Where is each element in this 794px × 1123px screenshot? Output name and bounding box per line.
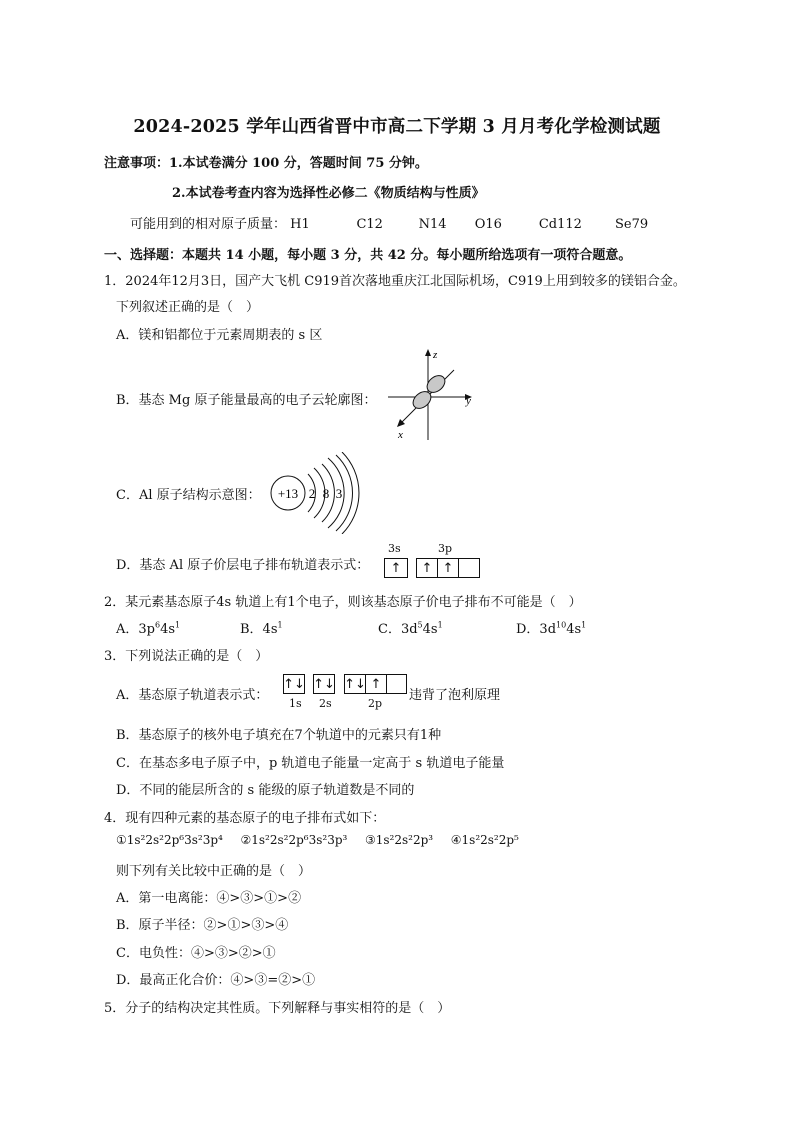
q3-option-d: D．不同的能层所含的 s 能级的原子轨道数是不同的 [116,783,415,798]
config-1: 1s²2s²2p⁶3s²3p⁴ [126,833,223,847]
notice-2: 2.本试卷考查内容为选择性必修二《物质结构与性质》 [172,186,485,201]
al-orbital-diagram [384,540,484,580]
q2-option-d: D．$3d^{10}4s^1$ [516,620,587,637]
config-3-num: ③ [365,833,376,847]
y-label: y [466,395,471,407]
config-1-num: ① [116,833,127,847]
box-3s: ↑ [384,558,408,578]
section-heading: 一、选择题：本题共 14 小题，每小题 3 分，共 42 分。每小题所给选项有一项符合题意。 [104,248,632,263]
q1-option-a: A．镁和铝都位于元素周期表的 s 区 [116,328,323,343]
p-orbital-diagram [380,346,480,442]
q3-option-c: C．在基态多电子原子中，p 轨道电子能量一定高于 s 轨道电子能量 [116,756,505,771]
shell-count-1: 2 [308,486,316,501]
box-2p-3 [386,674,407,694]
config-2-num: ② [240,833,252,847]
label-1s: 1s [289,697,302,710]
x-label: x [398,429,403,441]
config-4: 1s²2s²2p⁵ [461,833,519,847]
q2-option-c: C．$3d^54s^1$ [378,620,443,637]
box-2p-1: ↑↓ [344,674,366,694]
box-1s: ↑↓ [283,674,305,694]
atomic-mass-label: 可能用到的相对原子质量： [130,217,287,232]
q1-stem: 1．2024年12月3日，国产大飞机 C919首次落地重庆江北国际机场，C919上用到较多的镁铝合金。 [104,274,686,289]
shell-count-2: 8 [322,486,330,501]
q3-option-a: A．基态原子轨道表示式： [116,688,269,703]
q4-option-d: D．最高正化合价：④>③=②>① [116,973,316,988]
box-2s: ↑↓ [313,674,335,694]
config-2: 1s²2s²2p⁶3s²3p³ [251,833,348,847]
q1-stem2: 下列叙述正确的是（ ） [116,300,260,315]
label-2p: 2p [368,697,383,710]
shell-count-3: 3 [335,486,343,501]
label-3p: 3p [438,542,453,555]
config-3: 1s²2s²2p³ [375,833,434,847]
label-2s: 2s [319,697,332,710]
box-3p-3 [458,558,480,578]
page-title: 2024-2025 学年山西省晋中市高二下学期 3 月月考化学检测试题 [133,117,661,137]
q1-option-c: C．Al 原子结构示意图： [116,488,261,503]
z-arrow [425,349,431,356]
q4-configs [116,833,519,847]
q4-stem2: 则下列有关比较中正确的是（ ） [116,864,312,879]
al-atom-diagram [268,452,368,534]
label-3s: 3s [388,542,401,555]
mass-n: N14 [418,217,447,232]
q2-option-b: B．$4s^1$ [240,620,283,637]
q2-stem: 2．某元素基态原子4s 轨道上有1个电子，则该基态原子价电子排布不可能是（ ） [104,595,582,610]
q4-stem: 4．现有四种元素的基态原子的电子排布式如下： [104,811,386,826]
q3-option-a-tail: 违背了泡利原理 [409,688,501,703]
mass-h: H1 [290,217,310,232]
box-2p-2: ↑ [365,674,387,694]
q3-option-b: B．基态原子的核外电子填充在7个轨道中的元素只有1种 [116,728,442,743]
mass-o: O16 [474,217,502,232]
atomic-mass-line [130,213,648,232]
q1-option-d: D．基态 Al 原子价层电子排布轨道表示式： [116,558,370,573]
q2-option-a: A．$3p^64s^1$ [116,620,181,637]
nucleus-charge: +13 [277,486,299,501]
mass-c: C12 [356,217,383,232]
box-3p-2: ↑ [437,558,459,578]
box-3p-1: ↑ [416,558,438,578]
orbital-diagram-q3 [283,674,407,714]
notice-1: 注意事项：1.本试卷满分 100 分，答题时间 75 分钟。 [104,156,428,171]
q5-stem: 5．分子的结构决定其性质。下列解释与事实相符的是（ ） [104,1001,451,1016]
mass-cd: Cd112 [538,217,582,232]
q3-stem: 3．下列说法正确的是（ ） [104,649,269,664]
z-label: z [433,349,438,361]
mass-se: Se79 [615,217,649,232]
q4-option-c: C．电负性：④>③>②>① [116,946,276,961]
q4-option-a: A．第一电离能：④>③>①>② [116,891,302,906]
q4-option-b: B．原子半径：②>①>③>④ [116,918,289,933]
config-4-num: ④ [450,833,462,847]
q1-option-b: B．基态 Mg 原子能量最高的电子云轮廓图： [116,393,377,408]
